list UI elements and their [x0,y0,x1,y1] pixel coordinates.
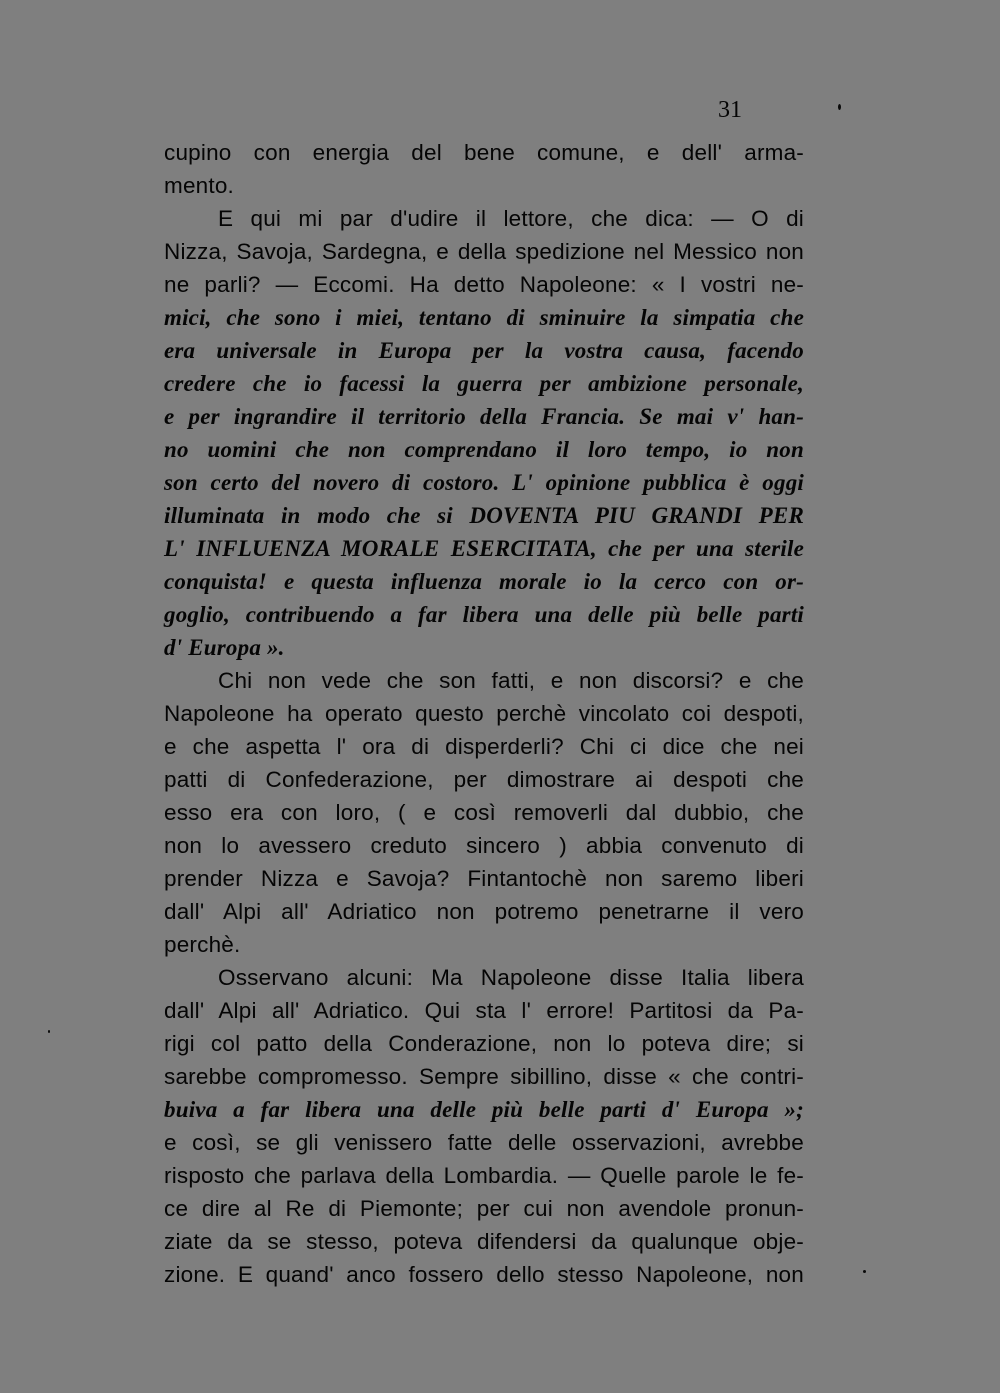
text-line: Nizza, Savoja, Sardegna, e della spedizione nel Messico non [164,239,804,264]
text-line: ne parli? — Eccomi. Ha detto Napoleone: « I vostri ne- [164,272,804,297]
text-line: patti di Confederazione, per dimostrare ai despoti che [164,767,804,792]
text-line: dall' Alpi all' Adriatico. Qui sta l' errore! Partitosi da Pa- [164,998,804,1023]
text-line: rigi col patto della Conderazione, non lo poteva dire; si [164,1031,804,1056]
text-line: non lo avessero creduto sincero ) abbia convenuto di [164,833,804,858]
quote-line: mici, che sono i miei, tentano di sminuire la simpatia che [164,305,804,330]
text-line: e che aspetta l' ora di disperderli? Chi ci dice che nei [164,734,804,759]
text-line: Chi non vede che son fatti, e non discorsi? e che [218,668,804,693]
text-line: sarebbe compromesso. Sempre sibillino, disse « che contri- [164,1064,804,1089]
text-line: perchè. [164,932,241,957]
quote-line: illuminata in modo che si DOVENTA PIU GRANDI PER [164,503,804,528]
text-line: Osservano alcuni: Ma Napoleone disse Italia libera [218,965,804,990]
quote-line: goglio, contribuendo a far libera una delle più belle parti [164,602,804,627]
scan-speck [48,1030,50,1033]
quote-line: son certo del novero di costoro. L' opinione pubblica è oggi [164,470,804,495]
text-line: prender Nizza e Savoja? Fintantochè non saremo liberi [164,866,804,891]
quote-line: era universale in Europa per la vostra causa, facendo [164,338,804,363]
text-line: E qui mi par d'udire il lettore, che dica: — O di [218,206,804,231]
quote-line: d' Europa ». [164,635,285,660]
quote-line: no uomini che non comprendano il loro tempo, io non [164,437,804,462]
text-line: esso era con loro, ( e così removerli dal dubbio, che [164,800,804,825]
text-line: mento. [164,173,234,198]
quote-line: buiva a far libera una delle più belle parti d' Europa »; [164,1097,804,1122]
quote-line: e per ingrandire il territorio della Francia. Se mai v' han- [164,404,804,429]
page-number: 31 [718,97,742,123]
scan-speck [863,1270,866,1273]
quote-line: conquista! e questa influenza morale io la cerco con or- [164,569,804,594]
text-line: ce dire al Re di Piemonte; per cui non avendole pronun- [164,1196,804,1221]
scan-speck [838,104,841,110]
text-line: e così, se gli venissero fatte delle osservazioni, avrebbe [164,1130,804,1155]
quote-line: L' INFLUENZA MORALE ESERCITATA, che per una sterile [164,536,804,561]
text-line: cupino con energia del bene comune, e dell' arma- [164,140,804,165]
text-line: zione. E quand' anco fossero dello stesso Napoleone, non [164,1262,804,1287]
text-line: ziate da se stesso, poteva difendersi da qualunque obje- [164,1229,804,1254]
text-line: Napoleone ha operato questo perchè vincolato coi despoti, [164,701,804,726]
text-line: dall' Alpi all' Adriatico non potremo penetrarne il vero [164,899,804,924]
quote-line: credere che io facessi la guerra per ambizione personale, [164,371,804,396]
text-line: risposto che parlava della Lombardia. — Quelle parole le fe- [164,1163,804,1188]
